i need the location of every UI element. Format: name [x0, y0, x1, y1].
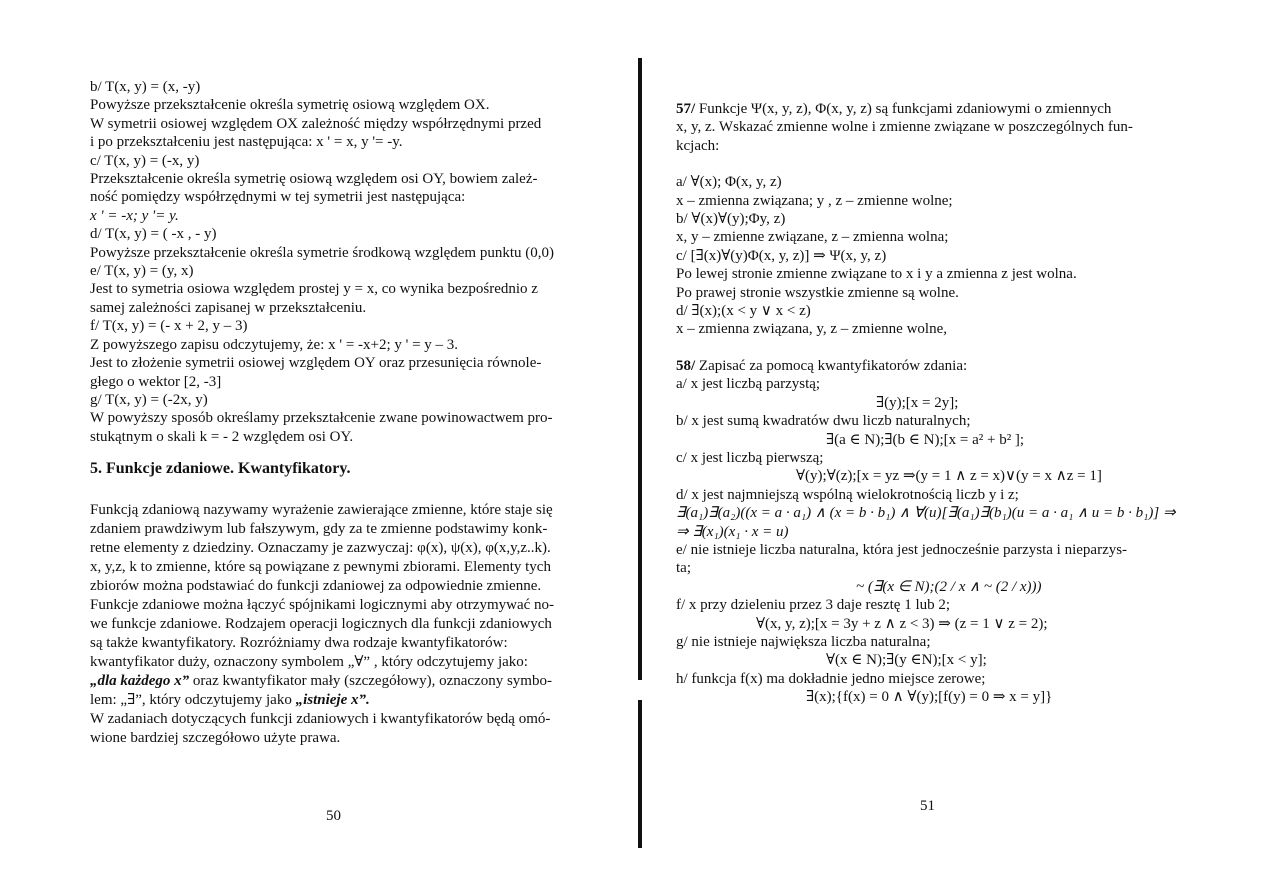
spacer — [676, 155, 1236, 173]
emphasis-text: „istnieje x”. — [295, 691, 370, 708]
formula-line: ∃(y);[x = 2y]; — [876, 394, 959, 411]
right-column — [676, 100, 1236, 707]
text-line: d/ x jest najmniejszą wspólną wielokrotnością liczb y i z; — [676, 486, 1019, 503]
text-line: W symetrii osiowej względem OX zależność między współrzędnymi przed — [90, 115, 542, 132]
text-line: c/ T(x, y) = (-x, y) — [90, 152, 200, 169]
section-heading: 5. Funkcje zdaniowe. Kwantyfikatory. — [90, 460, 351, 478]
text-line: e/ nie istnieje liczba naturalna, która jest jednocześnie parzysta i nieparzys- — [676, 541, 1128, 558]
text-line: ność pomiędzy współrzędnymi w tej symetrii jest następująca: — [90, 189, 466, 206]
left-column — [90, 78, 620, 748]
text-line: zbiorów można podstawiać do funkcji zdaniowej za odpowiednie zmienne. — [90, 577, 542, 594]
text-line: d/ T(x, y) = ( -x , - y) — [90, 226, 217, 243]
formula-line: ∃(x);{f(x) = 0 ∧ ∀(y);[f(y) = 0 ⇒ x = y]} — [806, 689, 1053, 706]
emphasis-text: „dla każdego x” — [90, 672, 190, 689]
text-line: samej zależności zapisanej w przekształceniu. — [90, 299, 367, 316]
formula-line: ~ (∃(x ∈ N);(2 / x ∧ ~ (2 / x))) — [856, 578, 1042, 595]
text-span: oraz kwantyfikator mały (szczegółowy), oznaczony symbo- — [189, 672, 552, 689]
text-line — [90, 691, 620, 710]
exercise-number: 57/ — [676, 101, 696, 117]
text-line: x, y – zmienne związane, z – zmienna wolna; — [676, 229, 949, 246]
text-line: i po przekształceniu jest następująca: x ' = x, y '= -y. — [90, 134, 403, 151]
text-line: f/ x przy dzieleniu przez 3 daje resztę 1 lub 2; — [676, 597, 951, 614]
formula-line: ∀(x, y, z);[x = 3y + z ∧ z < 3) ⇒ (z = 1 ∨ z = 2); — [756, 615, 1048, 632]
text-line: Przekształcenie określa symetrię osiową względem osi OY, bowiem zależ- — [90, 171, 538, 188]
text-line: b/ ∀(x)∀(y);Φy, z) — [676, 211, 786, 228]
text-line: a/ x jest liczbą parzystą; — [676, 376, 821, 393]
intro-paragraph — [90, 501, 620, 748]
text-line: Z powyższego zapisu odczytujemy, że: x ' = -x+2; y ' = y – 3. — [90, 336, 459, 353]
right-page — [640, 0, 1263, 893]
text-line — [90, 672, 620, 691]
text-line: Powyższe przekształcenie określa symetrie środkową względem punktu (0,0) — [90, 244, 555, 261]
text-line: Funkcją zdaniową nazywamy wyrażenie zawierające zmienne, które staje się — [90, 501, 553, 518]
spacer — [676, 339, 1236, 357]
text-line: głego o wektor [2, -3] — [90, 373, 222, 390]
text-line: Jest to symetria osiowa względem prostej y = x, co wynika bezpośrednio z — [90, 281, 538, 298]
text-line: d/ ∃(x);(x < y ∨ x < z) — [676, 303, 811, 320]
text-line: b/ x jest sumą kwadratów dwu liczb naturalnych; — [676, 413, 971, 430]
text-line: Po lewej stronie zmienne związane to x i y a zmienna z jest wolna. — [676, 266, 1077, 283]
text-line: a/ ∀(x); Φ(x, y, z) — [676, 174, 782, 191]
formula-line: ∀(y);∀(z);[x = yz ⇒(y = 1 ∧ z = x)∨(y = x ∧z = 1] — [796, 468, 1102, 485]
text-line: Po prawej stronie wszystkie zmienne są wolne. — [676, 284, 959, 301]
text-line: x, y, z. Wskazać zmienne wolne i zmienne związane w poszczególnych fun- — [676, 119, 1133, 136]
formula-line: ∃(a₁)∃(a₂)((x = a · a₁) ∧ (x = b · b₁) ∧ ∀(u)[∃(a₁)∃(b₁)(u = a · a₁ ∧ u = b · b₁)] ⇒ — [676, 505, 1176, 522]
formula-line: ⇒ ∃(x₁)(x₁ · x = u) — [676, 523, 789, 540]
text-line: Funkcje zdaniowe można łączyć spójnikami logicznymi aby otrzymywać no- — [90, 596, 555, 613]
text-span: Zapisać za pomocą kwantyfikatorów zdania: — [695, 357, 968, 374]
text-line: c/ [∃(x)∀(y)Φ(x, y, z)] ⇒ Ψ(x, y, z) — [676, 247, 887, 264]
page-number: 50 — [326, 808, 341, 824]
text-line: Powyższe przekształcenie określa symetrię osiową względem OX. — [90, 97, 490, 114]
text-line: e/ T(x, y) = (y, x) — [90, 263, 194, 280]
text-span: Funkcje Ψ(x, y, z), Φ(x, y, z) są funkcjami zdaniowymi o zmiennych — [695, 101, 1112, 117]
formula-line: ∃(a ∈ N);∃(b ∈ N);[x = a² + b² ]; — [826, 431, 1025, 448]
text-line: x ' = -x; y '= y. — [90, 207, 179, 224]
text-span: lem: „∃”, który odczytujemy jako — [90, 691, 296, 708]
text-line: x – zmienna związana; y , z – zmienne wolne; — [676, 192, 953, 209]
text-line: W zadaniach dotyczących funkcji zdaniowych i kwantyfikatorów będą omó- — [90, 710, 551, 727]
text-line: x – zmienna związana, y, z – zmienne wolne, — [676, 321, 947, 338]
text-line: ta; — [676, 560, 691, 577]
text-line: W powyższy sposób określamy przekształcenie zwane powinowactwem pro- — [90, 410, 553, 427]
text-line — [676, 357, 1236, 375]
text-line: są także kwantyfikatory. Rozróżniamy dwa rodzaje kwantyfikatorów: — [90, 634, 508, 651]
text-line: x, y,z, k to zmienne, które są powiązane z pewnymi zbiorami. Elementy tych — [90, 558, 551, 575]
text-line: b/ T(x, y) = (x, -y) — [90, 79, 201, 95]
text-line: h/ funkcja f(x) ma dokładnie jedno miejsce zerowe; — [676, 670, 986, 687]
text-line: g/ nie istnieje największa liczba naturalna; — [676, 633, 931, 650]
formula-line: ∀(x ∈ N);∃(y ∈N);[x < y]; — [826, 652, 987, 669]
text-line: g/ T(x, y) = (-2x, y) — [90, 391, 208, 408]
text-line: wione bardziej szczegółowo użyte prawa. — [90, 729, 341, 746]
text-line — [676, 100, 1236, 118]
text-line: c/ x jest liczbą pierwszą; — [676, 449, 824, 466]
text-line: retne elementy z dziedziny. Oznaczamy je zazwyczaj: φ(x), ψ(x), φ(x,y,z..k). — [90, 539, 551, 556]
text-line: kwantyfikator duży, oznaczony symbolem „∀” , który odczytujemy jako: — [90, 653, 528, 670]
text-line: we funkcje zdaniowe. Rodzajem operacji logicznych dla funkcji zdaniowych — [90, 615, 552, 632]
text-line: Jest to złożenie symetrii osiowej względem OY oraz przesunięcia równole- — [90, 355, 542, 372]
text-line: f/ T(x, y) = (- x + 2, y – 3) — [90, 318, 248, 335]
page-number: 51 — [920, 798, 935, 814]
text-line: stukątnym o skali k = - 2 względem osi OY. — [90, 428, 354, 445]
text-line: kcjach: — [676, 137, 720, 154]
exercise-number: 58/ — [676, 357, 696, 374]
text-line: zdaniem prawdziwym lub fałszywym, gdy za te zmienne podstawimy konk- — [90, 520, 548, 537]
